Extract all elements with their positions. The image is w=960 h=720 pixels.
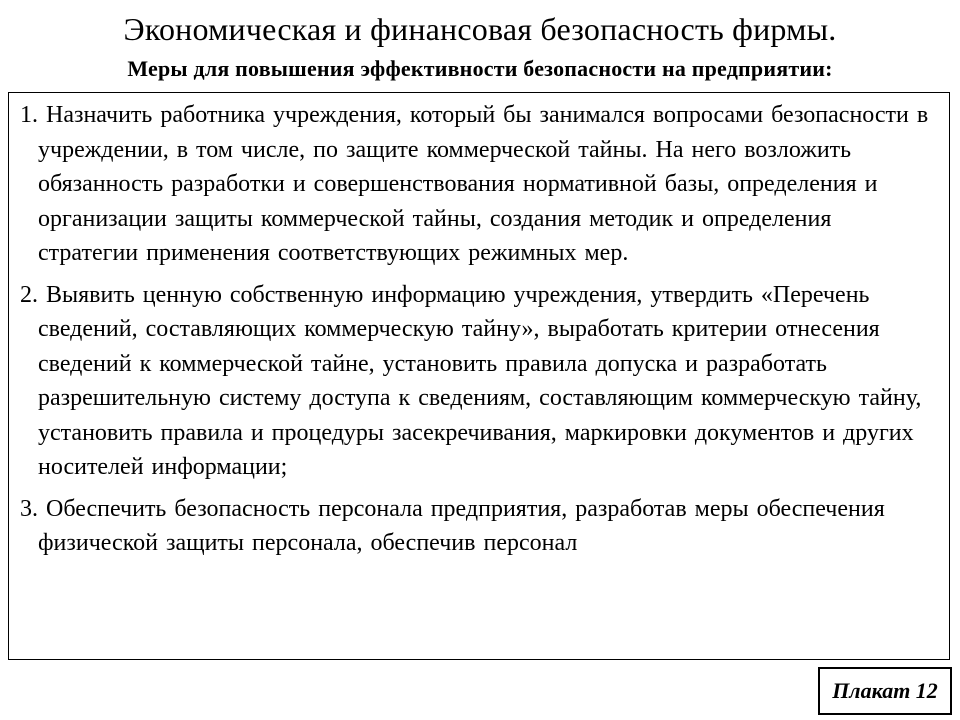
measures-list <box>9 93 949 561</box>
content-box <box>8 92 950 660</box>
list-item: 1. Назначить работника учреждения, который бы занимался вопросами безопасности в учреждении, в том числе, по защите коммерческой тайны. На него возложить обязанность разработки и совершенствования нормативной базы, определения и организации защиты коммерческой тайны, создания методик и определения стратегии применения соответствующих режимных мер. <box>20 102 929 266</box>
list-item: 2. Выявить ценную собственную информацию учреждения, утвердить «Перечень сведений, составляющих коммерческую тайну», выработать критерии отнесения сведений к коммерческой тайне, установить правила допуска и разработать разрешительную систему доступа к сведениям, составляющим коммерческую тайну, установить правила и процедуры засекречивания, маркировки документов и других носителей информации; <box>20 281 922 480</box>
slide-title: Экономическая и финансовая безопасность фирмы. <box>123 11 837 47</box>
plaque-label: Плакат 12 <box>818 667 952 715</box>
slide-subtitle: Меры для повышения эффективности безопасности на предприятии: <box>127 56 833 81</box>
list-item: 3. Обеспечить безопасность персонала предприятия, разработав меры обеспечения физической защиты персонала, обеспечив персонал <box>20 495 885 556</box>
